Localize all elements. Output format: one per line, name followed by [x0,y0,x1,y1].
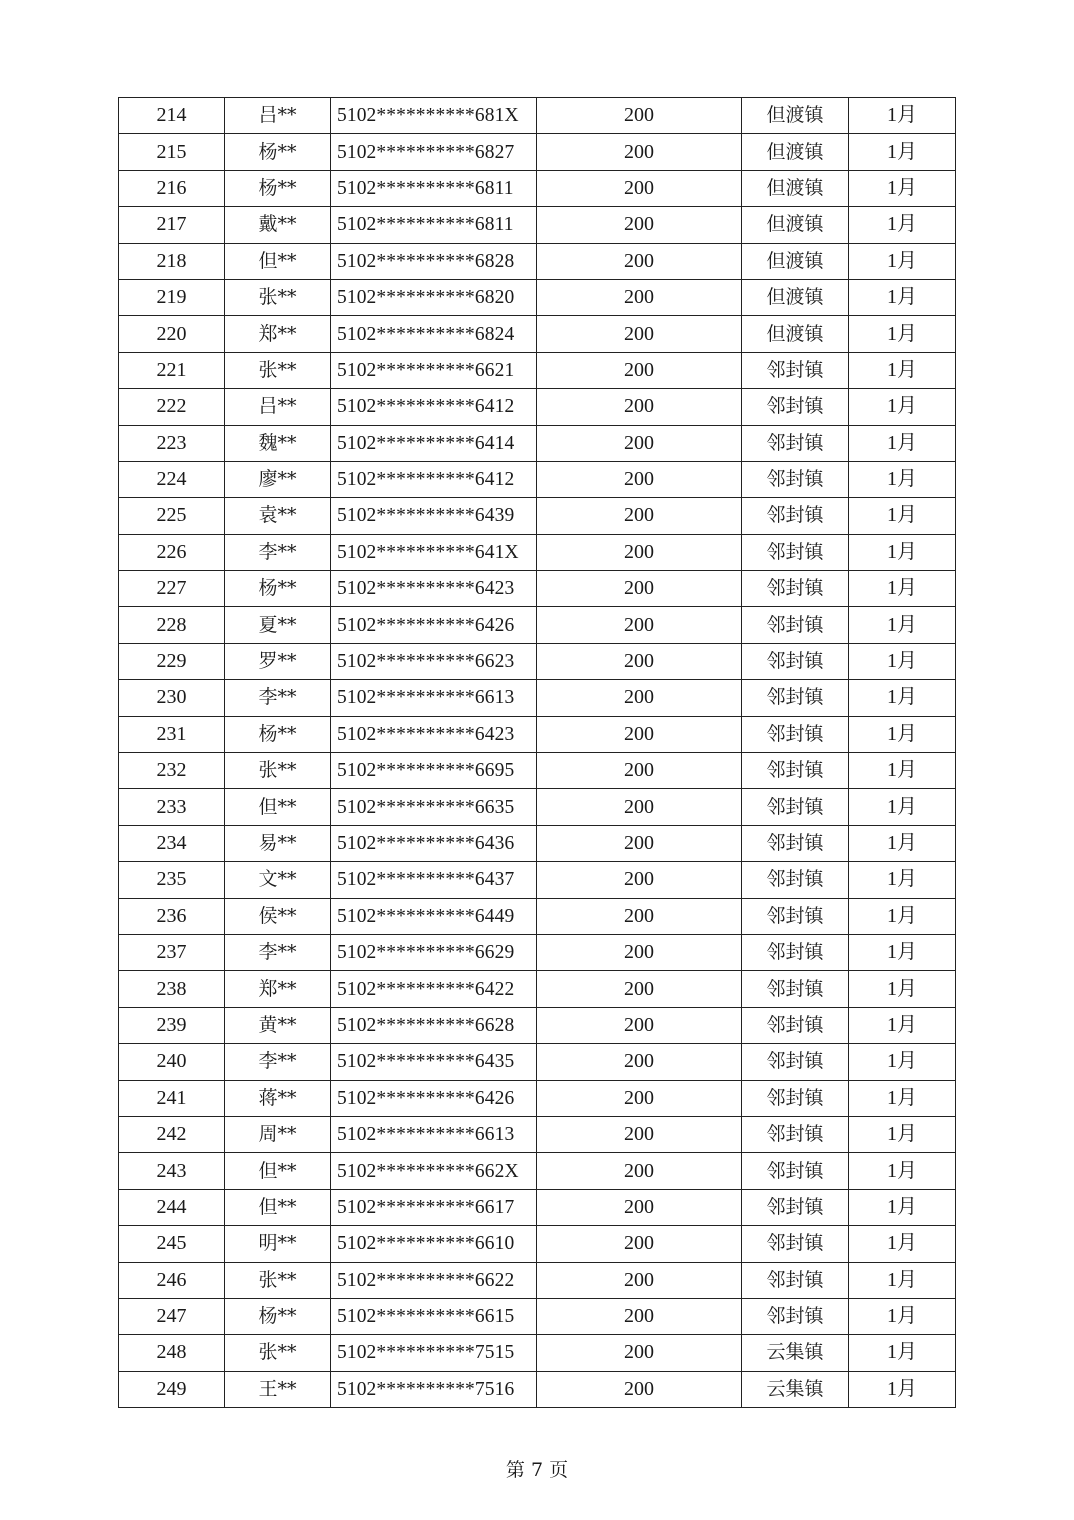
cell-id-number: 5102**********6613 [331,680,537,716]
table-row [119,571,956,607]
cell-amount: 200 [537,134,742,170]
cell-id-number: 5102**********6414 [331,425,537,461]
cell-id-number: 5102**********6811 [331,170,537,206]
cell-amount: 200 [537,279,742,315]
cell-name: 杨** [225,170,331,206]
cell-serial-number: 239 [119,1007,225,1043]
cell-serial-number: 219 [119,279,225,315]
table-row [119,498,956,534]
cell-name: 黄** [225,1007,331,1043]
cell-amount: 200 [537,1044,742,1080]
table-row [119,898,956,934]
cell-serial-number: 248 [119,1335,225,1371]
cell-amount: 200 [537,498,742,534]
cell-month: 1月 [849,134,956,170]
cell-name: 张** [225,1335,331,1371]
table-row [119,1116,956,1152]
cell-town: 但渡镇 [742,243,849,279]
cell-amount: 200 [537,789,742,825]
cell-month: 1月 [849,825,956,861]
cell-serial-number: 247 [119,1298,225,1334]
cell-name: 杨** [225,716,331,752]
cell-amount: 200 [537,1080,742,1116]
cell-town: 邻封镇 [742,1298,849,1334]
cell-id-number: 5102**********641X [331,534,537,570]
cell-serial-number: 230 [119,680,225,716]
cell-month: 1月 [849,498,956,534]
table-row [119,680,956,716]
cell-id-number: 5102**********6820 [331,279,537,315]
cell-serial-number: 242 [119,1116,225,1152]
cell-amount: 200 [537,352,742,388]
cell-amount: 200 [537,1153,742,1189]
cell-id-number: 5102**********6811 [331,207,537,243]
cell-amount: 200 [537,1116,742,1152]
cell-month: 1月 [849,425,956,461]
table-row [119,753,956,789]
cell-amount: 200 [537,898,742,934]
cell-id-number: 5102**********681X [331,98,537,134]
cell-name: 郑** [225,316,331,352]
cell-month: 1月 [849,971,956,1007]
cell-serial-number: 229 [119,643,225,679]
cell-town: 邻封镇 [742,1080,849,1116]
cell-id-number: 5102**********6621 [331,352,537,388]
cell-amount: 200 [537,243,742,279]
table-row [119,825,956,861]
cell-amount: 200 [537,1226,742,1262]
cell-name: 罗** [225,643,331,679]
cell-serial-number: 235 [119,862,225,898]
cell-id-number: 5102**********6824 [331,316,537,352]
table-row [119,1335,956,1371]
cell-serial-number: 225 [119,498,225,534]
cell-town: 邻封镇 [742,534,849,570]
cell-town: 邻封镇 [742,1226,849,1262]
cell-serial-number: 246 [119,1262,225,1298]
cell-serial-number: 228 [119,607,225,643]
cell-name: 李** [225,1044,331,1080]
cell-serial-number: 240 [119,1044,225,1080]
cell-month: 1月 [849,170,956,206]
cell-town: 但渡镇 [742,316,849,352]
table-row [119,716,956,752]
table-row [119,98,956,134]
cell-town: 邻封镇 [742,461,849,497]
cell-month: 1月 [849,643,956,679]
cell-serial-number: 233 [119,789,225,825]
cell-amount: 200 [537,971,742,1007]
cell-name: 张** [225,352,331,388]
table-row [119,134,956,170]
table-row [119,971,956,1007]
cell-serial-number: 249 [119,1371,225,1407]
cell-town: 但渡镇 [742,134,849,170]
cell-name: 夏** [225,607,331,643]
cell-month: 1月 [849,279,956,315]
cell-serial-number: 232 [119,753,225,789]
cell-month: 1月 [849,934,956,970]
cell-id-number: 5102**********6613 [331,1116,537,1152]
cell-amount: 200 [537,425,742,461]
cell-name: 但** [225,1153,331,1189]
cell-town: 但渡镇 [742,170,849,206]
cell-name: 但** [225,1189,331,1225]
cell-name: 李** [225,934,331,970]
cell-town: 但渡镇 [742,98,849,134]
cell-serial-number: 221 [119,352,225,388]
cell-town: 邻封镇 [742,971,849,1007]
cell-id-number: 5102**********6828 [331,243,537,279]
cell-town: 邻封镇 [742,898,849,934]
cell-month: 1月 [849,1298,956,1334]
cell-month: 1月 [849,352,956,388]
cell-amount: 200 [537,680,742,716]
cell-id-number: 5102**********6437 [331,862,537,898]
table-row [119,461,956,497]
cell-name: 吕** [225,98,331,134]
cell-amount: 200 [537,1371,742,1407]
cell-name: 戴** [225,207,331,243]
cell-name: 魏** [225,425,331,461]
cell-town: 邻封镇 [742,571,849,607]
cell-name: 杨** [225,134,331,170]
cell-serial-number: 220 [119,316,225,352]
cell-town: 邻封镇 [742,753,849,789]
cell-id-number: 5102**********6695 [331,753,537,789]
cell-serial-number: 244 [119,1189,225,1225]
cell-name: 蒋** [225,1080,331,1116]
cell-id-number: 5102**********7515 [331,1335,537,1371]
cell-town: 邻封镇 [742,862,849,898]
cell-serial-number: 236 [119,898,225,934]
cell-id-number: 5102**********6426 [331,1080,537,1116]
cell-amount: 200 [537,534,742,570]
cell-amount: 200 [537,643,742,679]
cell-amount: 200 [537,571,742,607]
cell-id-number: 5102**********6412 [331,389,537,425]
cell-month: 1月 [849,243,956,279]
cell-name: 吕** [225,389,331,425]
cell-town: 但渡镇 [742,279,849,315]
cell-serial-number: 217 [119,207,225,243]
cell-amount: 200 [537,98,742,134]
cell-month: 1月 [849,98,956,134]
cell-name: 张** [225,279,331,315]
cell-id-number: 5102**********6439 [331,498,537,534]
cell-id-number: 5102**********6629 [331,934,537,970]
cell-id-number: 5102**********6423 [331,571,537,607]
cell-id-number: 5102**********6827 [331,134,537,170]
cell-name: 廖** [225,461,331,497]
cell-month: 1月 [849,716,956,752]
table-row [119,1298,956,1334]
table-row [119,207,956,243]
table-row [119,316,956,352]
table-row [119,1044,956,1080]
cell-month: 1月 [849,1226,956,1262]
cell-serial-number: 227 [119,571,225,607]
table-row [119,607,956,643]
cell-amount: 200 [537,316,742,352]
cell-town: 邻封镇 [742,425,849,461]
cell-town: 但渡镇 [742,207,849,243]
cell-serial-number: 215 [119,134,225,170]
cell-id-number: 5102**********6422 [331,971,537,1007]
cell-name: 但** [225,789,331,825]
cell-town: 邻封镇 [742,934,849,970]
cell-town: 邻封镇 [742,716,849,752]
cell-amount: 200 [537,825,742,861]
cell-amount: 200 [537,753,742,789]
cell-month: 1月 [849,1153,956,1189]
cell-name: 张** [225,753,331,789]
cell-id-number: 5102**********6628 [331,1007,537,1043]
cell-serial-number: 218 [119,243,225,279]
cell-id-number: 5102**********6435 [331,1044,537,1080]
cell-name: 张** [225,1262,331,1298]
cell-month: 1月 [849,1080,956,1116]
cell-id-number: 5102**********6622 [331,1262,537,1298]
cell-month: 1月 [849,1116,956,1152]
cell-serial-number: 226 [119,534,225,570]
table-row [119,934,956,970]
cell-amount: 200 [537,716,742,752]
table-row [119,170,956,206]
table-row [119,1371,956,1407]
cell-serial-number: 241 [119,1080,225,1116]
cell-name: 李** [225,534,331,570]
cell-month: 1月 [849,789,956,825]
cell-serial-number: 214 [119,98,225,134]
cell-month: 1月 [849,1189,956,1225]
cell-month: 1月 [849,389,956,425]
cell-serial-number: 245 [119,1226,225,1262]
benefit-roster-table [118,97,956,1408]
cell-month: 1月 [849,607,956,643]
table-row [119,1226,956,1262]
table-row [119,534,956,570]
cell-amount: 200 [537,1298,742,1334]
cell-month: 1月 [849,534,956,570]
cell-month: 1月 [849,1262,956,1298]
cell-month: 1月 [849,753,956,789]
cell-town: 邻封镇 [742,498,849,534]
cell-town: 邻封镇 [742,1189,849,1225]
cell-month: 1月 [849,316,956,352]
table-row [119,789,956,825]
cell-town: 邻封镇 [742,352,849,388]
cell-id-number: 5102**********6436 [331,825,537,861]
cell-serial-number: 243 [119,1153,225,1189]
cell-town: 邻封镇 [742,1153,849,1189]
cell-month: 1月 [849,207,956,243]
cell-serial-number: 234 [119,825,225,861]
cell-id-number: 5102**********6623 [331,643,537,679]
cell-name: 郑** [225,971,331,1007]
table-row [119,425,956,461]
cell-town: 邻封镇 [742,680,849,716]
cell-town: 邻封镇 [742,389,849,425]
cell-name: 周** [225,1116,331,1152]
table-row [119,862,956,898]
cell-town: 云集镇 [742,1371,849,1407]
table-row [119,352,956,388]
cell-name: 但** [225,243,331,279]
cell-name: 袁** [225,498,331,534]
cell-town: 邻封镇 [742,789,849,825]
cell-amount: 200 [537,207,742,243]
cell-month: 1月 [849,1371,956,1407]
cell-amount: 200 [537,389,742,425]
cell-town: 邻封镇 [742,1007,849,1043]
cell-amount: 200 [537,1189,742,1225]
cell-name: 李** [225,680,331,716]
page-number: 第 7 页 [505,1459,569,1481]
cell-id-number: 5102**********6617 [331,1189,537,1225]
cell-town: 邻封镇 [742,1044,849,1080]
cell-month: 1月 [849,898,956,934]
table-row [119,243,956,279]
cell-month: 1月 [849,1007,956,1043]
cell-month: 1月 [849,680,956,716]
cell-serial-number: 238 [119,971,225,1007]
cell-month: 1月 [849,461,956,497]
cell-id-number: 5102**********7516 [331,1371,537,1407]
cell-serial-number: 223 [119,425,225,461]
cell-town: 邻封镇 [742,825,849,861]
table-row [119,1189,956,1225]
cell-amount: 200 [537,1007,742,1043]
table-row [119,1080,956,1116]
cell-name: 侯** [225,898,331,934]
cell-amount: 200 [537,934,742,970]
cell-town: 邻封镇 [742,643,849,679]
cell-month: 1月 [849,1335,956,1371]
cell-id-number: 5102**********6423 [331,716,537,752]
cell-month: 1月 [849,862,956,898]
table-row [119,1262,956,1298]
cell-name: 易** [225,825,331,861]
cell-town: 云集镇 [742,1335,849,1371]
cell-amount: 200 [537,170,742,206]
cell-name: 文** [225,862,331,898]
cell-amount: 200 [537,862,742,898]
cell-town: 邻封镇 [742,1262,849,1298]
cell-amount: 200 [537,607,742,643]
cell-serial-number: 216 [119,170,225,206]
cell-amount: 200 [537,1262,742,1298]
cell-serial-number: 237 [119,934,225,970]
cell-serial-number: 224 [119,461,225,497]
cell-id-number: 5102**********6615 [331,1298,537,1334]
cell-id-number: 5102**********6610 [331,1226,537,1262]
cell-amount: 200 [537,461,742,497]
table-row [119,279,956,315]
cell-id-number: 5102**********6426 [331,607,537,643]
cell-name: 杨** [225,571,331,607]
table-row [119,643,956,679]
cell-id-number: 5102**********6635 [331,789,537,825]
cell-serial-number: 222 [119,389,225,425]
cell-id-number: 5102**********6412 [331,461,537,497]
table-row [119,1153,956,1189]
cell-name: 杨** [225,1298,331,1334]
cell-name: 王** [225,1371,331,1407]
cell-town: 邻封镇 [742,1116,849,1152]
table-row [119,1007,956,1043]
cell-month: 1月 [849,1044,956,1080]
cell-name: 明** [225,1226,331,1262]
table-body [119,98,956,1408]
cell-month: 1月 [849,571,956,607]
cell-town: 邻封镇 [742,607,849,643]
cell-id-number: 5102**********662X [331,1153,537,1189]
cell-amount: 200 [537,1335,742,1371]
table-row [119,389,956,425]
cell-serial-number: 231 [119,716,225,752]
cell-id-number: 5102**********6449 [331,898,537,934]
